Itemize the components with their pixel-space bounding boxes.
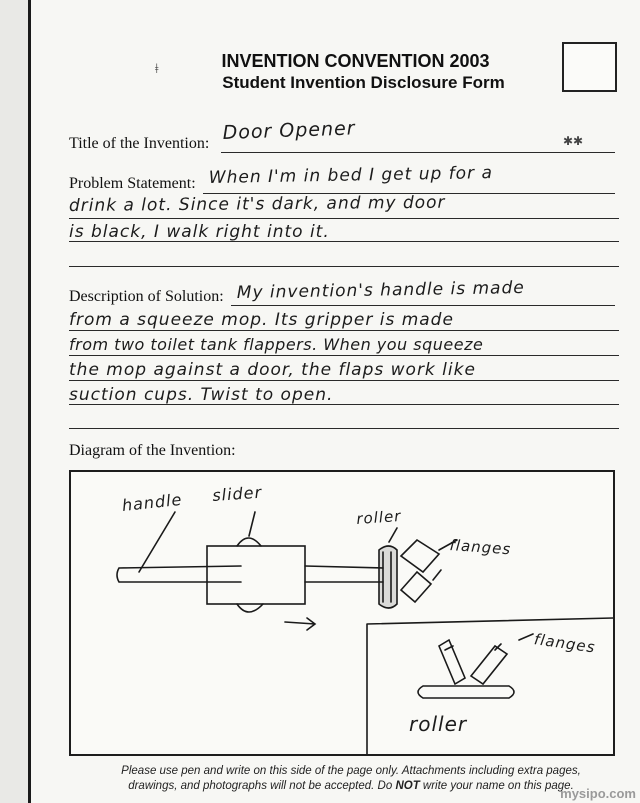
handle-pointer: [139, 512, 175, 572]
footer-instructions: [71, 764, 631, 794]
title-label: Title of the Invention:: [69, 135, 210, 152]
diagram-label-roller: roller: [355, 506, 402, 528]
diagram-label-slider: slider: [211, 482, 263, 505]
diagram-label-handle: handle: [121, 489, 184, 515]
footer-line-2-post: write your name on this page.: [419, 780, 574, 792]
slider-block: [207, 546, 305, 604]
problem-line-1: When I'm in bed I get up for a: [208, 163, 494, 188]
inset-roller: [418, 686, 514, 698]
diagram-label: Diagram of the Invention:: [69, 442, 236, 459]
form-title: INVENTION CONVENTION 2003: [221, 51, 490, 71]
diagram-label-inset-roller: roller: [409, 712, 468, 736]
slider-pointer: [249, 512, 255, 536]
scribble-mark: ✱✱: [563, 134, 584, 148]
flanges-arrow: [433, 570, 441, 580]
inset-flange-right: [471, 646, 507, 684]
solution-rule-5: [69, 404, 619, 405]
solution-rule-3: [69, 355, 619, 356]
title-value: Door Opener: [222, 117, 356, 144]
scribble-mark: ǂ: [155, 62, 159, 77]
checkbox-square: [562, 42, 617, 92]
motion-arrow: [285, 618, 315, 630]
slider-knob-bottom: [237, 604, 263, 612]
solution-rule-6: [69, 428, 619, 429]
diagram-label-inset-flanges: flanges: [533, 630, 597, 657]
title-rule: [221, 152, 615, 153]
solution-line-5: suction cups. Twist to open.: [69, 385, 334, 405]
flange-bottom: [401, 572, 431, 602]
solution-line-1: My invention's handle is made: [236, 277, 525, 303]
invention-sketch: [71, 472, 613, 754]
slider-knob-top: [237, 538, 261, 546]
form-subtitle: Student Invention Disclosure Form: [222, 73, 505, 92]
flange-top: [401, 540, 439, 572]
solution-line-2: from a squeeze mop. Its gripper is made: [69, 310, 454, 330]
diagram-area: [69, 470, 615, 756]
footer-line-2: [71, 779, 631, 794]
problem-rule-4: [69, 266, 619, 267]
problem-line-3: is black, I walk right into it.: [69, 222, 330, 242]
solution-line-4: the mop against a door, the flaps work like: [69, 360, 476, 380]
inset-flanges-pointer: [519, 634, 533, 640]
footer-line-1: Please use pen and write on this side of the page only. Attachments including extra pages,: [121, 765, 581, 777]
solution-line-3: from two toilet tank flappers. When you squeeze: [69, 335, 484, 354]
form-sheet: [28, 0, 640, 803]
problem-rule-3: [69, 241, 619, 242]
solution-label: Description of Solution:: [69, 288, 224, 305]
roller-pointer: [389, 528, 397, 542]
handle-shaft-right: [305, 566, 383, 582]
diagram-label-flanges: flanges: [449, 536, 512, 559]
solution-rule-2: [69, 330, 619, 331]
problem-label: Problem Statement:: [69, 175, 196, 192]
problem-rule-2: [69, 218, 619, 219]
footer-line-2-pre: drawings, and photographs will not be accepted. Do: [128, 780, 396, 792]
footer-line-2-bold: NOT: [395, 780, 420, 792]
roller: [379, 546, 397, 608]
solution-rule-4: [69, 380, 619, 381]
form-header: [31, 50, 640, 94]
solution-rule-1: [231, 305, 615, 306]
watermark: mysipo.com: [560, 786, 636, 801]
problem-line-2: drink a lot. Since it's dark, and my door: [68, 192, 446, 216]
handle-shaft: [117, 566, 241, 582]
